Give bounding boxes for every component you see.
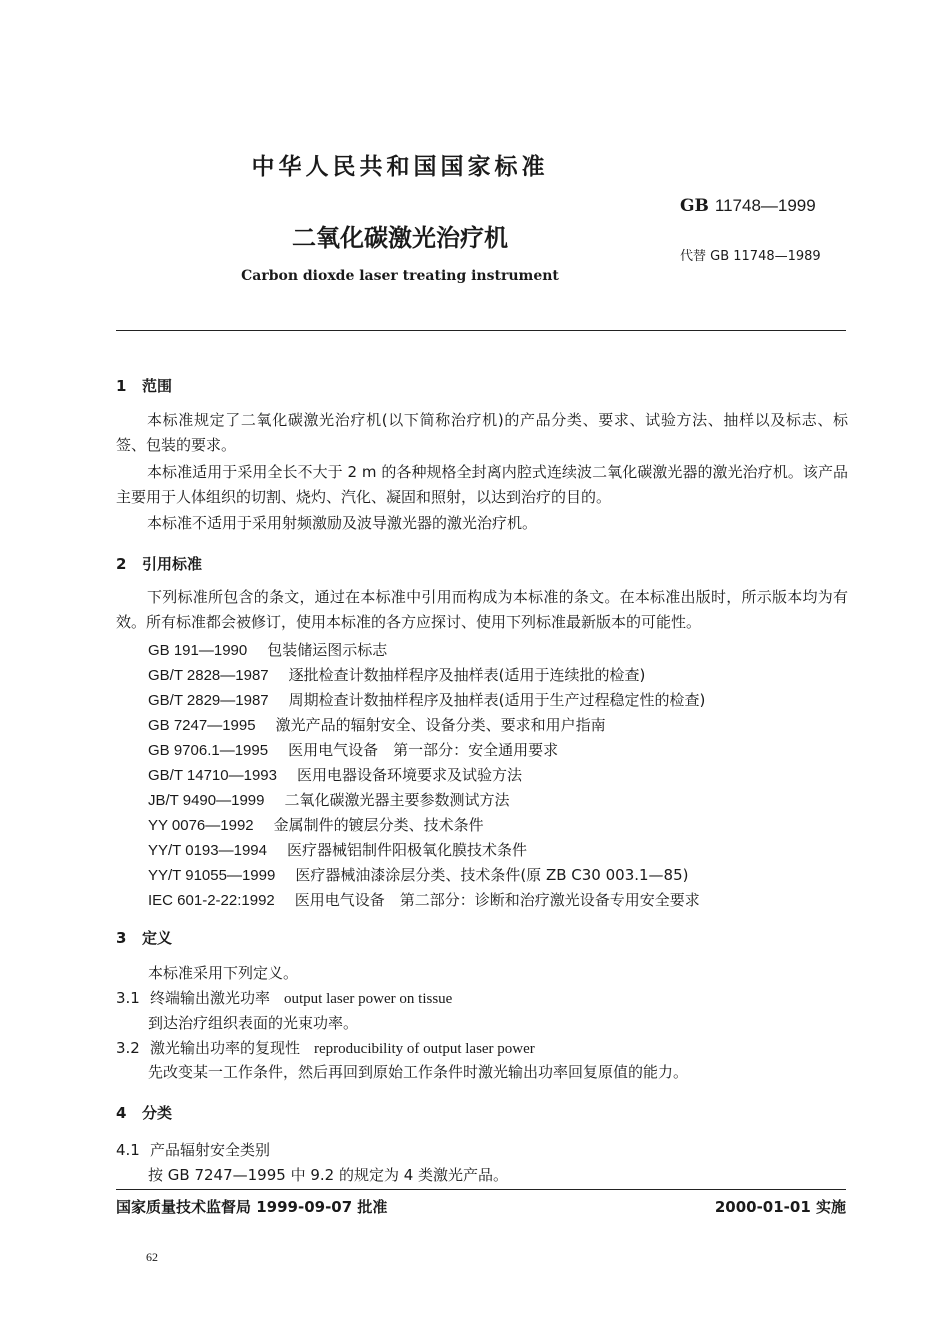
definition-3-2-term: 激光输出功率的复现性 — [150, 1039, 301, 1057]
reference-item — [148, 638, 705, 663]
reference-list — [148, 638, 705, 913]
page-number: 62 — [146, 1250, 158, 1264]
reference-code: GB/T 2829—1987 — [148, 692, 269, 709]
reference-code: YY 0076—1992 — [148, 817, 254, 834]
definition-3-1-number: 3.1 — [116, 989, 140, 1007]
standard-prefix: GB — [680, 196, 709, 216]
reference-code: JB/T 9490—1999 — [148, 792, 265, 809]
standard-number — [680, 196, 816, 216]
national-standard-heading: 中华人民共和国国家标准 — [251, 154, 549, 180]
subsection-4-1-title: 产品辐射安全类别 — [150, 1141, 271, 1159]
section-3-title: 定义 — [142, 929, 173, 947]
footer-divider — [116, 1189, 846, 1190]
reference-title: 周期检查计数抽样程序及抽样表(适用于生产过程稳定性的检查) — [288, 691, 706, 709]
reference-title: 金属制件的镀层分类、技术条件 — [273, 816, 484, 834]
section-1-heading — [116, 375, 172, 396]
reference-title: 激光产品的辐射安全、设备分类、要求和用户指南 — [275, 716, 606, 734]
reference-item — [148, 863, 705, 888]
reference-item — [148, 688, 705, 713]
approval-date: 国家质量技术监督局 1999-09-07 批准 — [116, 1198, 388, 1216]
section-1-paragraph-1: 本标准规定了二氧化碳激光治疗机(以下简称治疗机)的产品分类、要求、试验方法、抽样以及标志、标签、包装的要求。 — [116, 411, 848, 454]
subsection-4-1-number: 4.1 — [116, 1141, 140, 1159]
reference-code: GB/T 14710—1993 — [148, 767, 277, 784]
reference-title: 包装储运图示标志 — [267, 641, 388, 659]
definition-3-1-text: 到达治疗组织表面的光束功率。 — [148, 1014, 359, 1032]
subsection-4-1 — [116, 1139, 270, 1160]
section-1-paragraph-2: 本标准适用于采用全长不大于 2 m 的各种规格全封离内腔式连续波二氧化碳激光器的激光治疗机。该产品主要用于人体组织的切割、烧灼、汽化、凝固和照射，以达到治疗的目的。 — [116, 463, 848, 506]
section-3-number: 3 — [116, 929, 127, 947]
standard-code: 11748—1999 — [714, 196, 816, 215]
reference-code: GB 7247—1995 — [148, 717, 256, 734]
section-4-number: 4 — [116, 1104, 127, 1122]
reference-title: 医疗器械铝制件阳极氧化膜技术条件 — [286, 841, 527, 859]
reference-code: GB/T 2828—1987 — [148, 667, 269, 684]
section-3-heading — [116, 927, 172, 948]
reference-item — [148, 738, 705, 763]
header-divider — [116, 330, 846, 331]
implementation-date: 2000-01-01 实施 — [714, 1198, 846, 1216]
reference-title: 医疗器械油漆涂层分类、技术条件(原 ZB C30 003.1—85) — [295, 866, 689, 884]
reference-code: GB 9706.1—1995 — [148, 742, 269, 759]
reference-item — [148, 713, 705, 738]
section-1-title: 范围 — [142, 377, 173, 395]
reference-code: IEC 601-2-22:1992 — [148, 892, 275, 909]
reference-code: YY/T 91055—1999 — [148, 867, 276, 884]
definition-3-2-text: 先改变某一工作条件，然后再回到原始工作条件时激光输出功率回复原值的能力。 — [148, 1063, 689, 1081]
reference-code: GB 191—1990 — [148, 642, 248, 659]
section-1-paragraph-3: 本标准不适用于采用射频激励及波导激光器的激光治疗机。 — [147, 514, 538, 532]
section-4-title: 分类 — [142, 1104, 173, 1122]
reference-item — [148, 663, 705, 688]
section-4-heading — [116, 1102, 172, 1123]
section-3-intro: 本标准采用下列定义。 — [148, 964, 299, 982]
definition-3-2-number: 3.2 — [116, 1039, 140, 1057]
reference-item — [148, 813, 705, 838]
definition-3-1-term: 终端输出激光功率 — [150, 989, 271, 1007]
reference-title: 医用电气设备 第一部分：安全通用要求 — [288, 741, 559, 759]
reference-item — [148, 788, 705, 813]
section-2-title: 引用标准 — [142, 555, 203, 573]
section-2-intro: 下列标准所包含的条文，通过在本标准中引用而构成为本标准的条文。在本标准出版时，所示版本均为有效。所有标准都会被修订，使用本标准的各方应探讨、使用下列标准最新版本的可能性。 — [116, 588, 848, 631]
subsection-4-1-text: 按 GB 7247—1995 中 9.2 的规定为 4 类激光产品。 — [148, 1166, 509, 1184]
reference-item — [148, 888, 705, 913]
section-1-number: 1 — [116, 377, 127, 395]
reference-title: 二氧化碳激光器主要参数测试方法 — [284, 791, 510, 809]
reference-title: 逐批检查计数抽样程序及抽样表(适用于连续批的检查) — [288, 666, 646, 684]
reference-title: 医用电器设备环境要求及试验方法 — [296, 766, 522, 784]
section-2-number: 2 — [116, 555, 127, 573]
reference-item — [148, 838, 705, 863]
document-title-cn: 二氧化碳激光治疗机 — [292, 224, 508, 252]
section-2-heading — [116, 553, 202, 574]
definition-3-1-term-en: output laser power on tissue — [284, 991, 453, 1007]
definition-3-2 — [116, 1037, 535, 1058]
definition-3-2-term-en: reproducibility of output laser power — [314, 1041, 535, 1057]
document-title-en: Carbon dioxde laser treating instrument — [241, 268, 559, 284]
replaces-standard: 代替 GB 11748—1989 — [680, 249, 821, 264]
reference-code: YY/T 0193—1994 — [148, 842, 267, 859]
reference-title: 医用电气设备 第二部分：诊断和治疗激光设备专用安全要求 — [294, 891, 700, 909]
reference-item — [148, 763, 705, 788]
definition-3-1 — [116, 987, 452, 1008]
